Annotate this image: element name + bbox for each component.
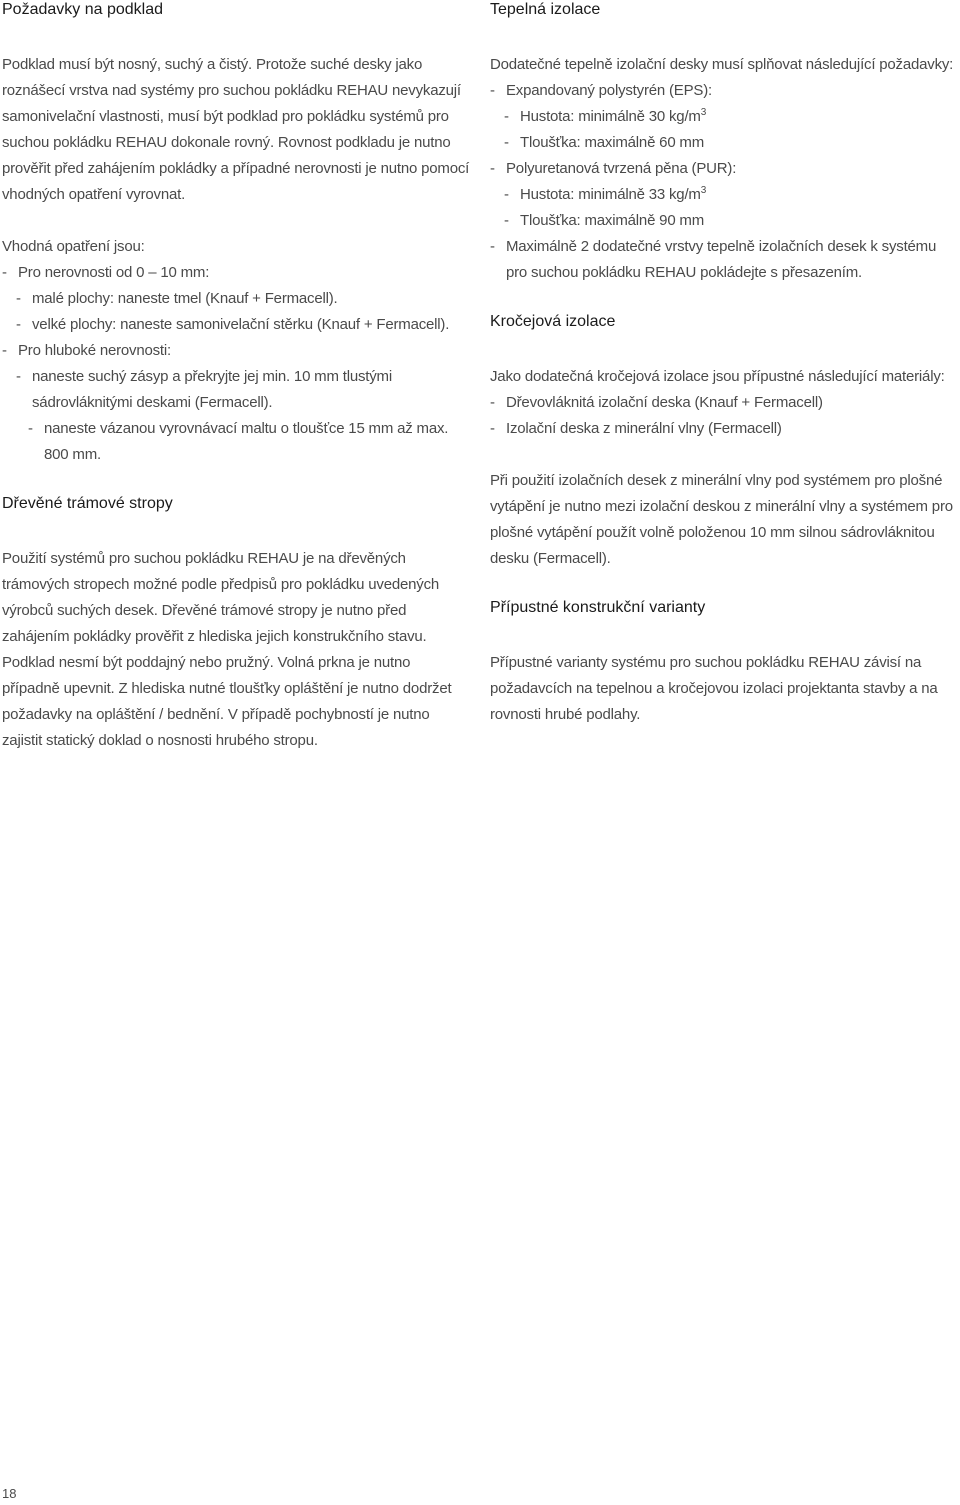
list-item xyxy=(2,364,470,416)
list-item xyxy=(490,130,958,156)
thermal-intro: Dodatečné tepelně izolační desky musí splňovat následující požadavky: xyxy=(490,56,954,73)
bullet-dash: - xyxy=(2,342,7,359)
bullet-dash: - xyxy=(28,420,33,437)
list-item-text: Hustota: minimálně 30 kg/m xyxy=(520,108,701,125)
list-item-text: Pro nerovnosti od 0 – 10 mm: xyxy=(18,264,210,281)
bullet-dash: - xyxy=(504,134,509,151)
list-item xyxy=(490,182,958,208)
list-item xyxy=(2,286,470,312)
list-item xyxy=(2,312,470,338)
list-item xyxy=(490,78,958,104)
heading-impact-sound-insulation: Kročejová izolace xyxy=(490,313,616,330)
list-item xyxy=(490,390,958,416)
superscript: 3 xyxy=(700,185,707,196)
acoustic-materials-list xyxy=(490,390,958,442)
list-item xyxy=(490,156,958,182)
bullet-dash: - xyxy=(504,108,509,125)
bullet-dash: - xyxy=(490,420,495,437)
heading-subfloor-requirements: Požadavky na podklad xyxy=(2,1,163,18)
bullet-dash: - xyxy=(490,82,495,99)
list-item-text: Hustota: minimálně 33 kg/m xyxy=(520,186,701,203)
heading-wooden-beam-ceilings: Dřevěné trámové stropy xyxy=(2,495,173,512)
list-item-text: naneste suchý zásyp a překryjte jej min. 10 mm tlustými sádrovláknitými deskami (Fermacell). xyxy=(32,368,392,411)
list-item-text: Pro hluboké nerovnosti: xyxy=(18,342,171,359)
list-item xyxy=(490,208,958,234)
thermal-requirements-list xyxy=(490,78,958,286)
paragraph-subfloor: Podklad musí být nosný, suchý a čistý. Protože suché desky jako roznášecí vrstva nad systémy pro suchou pokládku REHAU nevykazují samonivelační vlastnosti, musí být podklad pro pokládku systémů pro suchou pokládku REHAU dokonale rovný. Rovnost podkladu je nutno prověřit před zahájením pokládky a případné nerovnosti je nutno pomocí vhodných opatření vyrovnat. xyxy=(2,56,470,203)
heading-thermal-insulation: Tepelná izolace xyxy=(490,1,601,18)
superscript: 3 xyxy=(700,107,707,118)
paragraph-wooden-beam: Použití systémů pro suchou pokládku REHAU je na dřevěných trámových stropech možné podle předpisů pro pokládku uvedených výrobců suchých desek. Dřevěné trámové stropy je nutno před zahájením pokládky prověřit z hlediska jejich konstrukčního stavu. Podklad nesmí být poddajný nebo pružný. Volná prkna je nutno případně upevnit. Z hlediska nutné tloušťky opláštění je nutno dodržet požadavky na opláštění / bednění. V případě pochybností je nutno zajistit statický doklad o nosnosti hrubého stropu. xyxy=(2,550,452,749)
bullet-dash: - xyxy=(16,316,21,333)
list-item-text: Dřevovláknitá izolační deska (Knauf + Fermacell) xyxy=(506,394,823,411)
bullet-dash: - xyxy=(2,264,7,281)
list-item-text: Izolační deska z minerální vlny (Fermacell) xyxy=(506,420,782,437)
list-item-text: Expandovaný polystyrén (EPS): xyxy=(506,82,712,99)
acoustic-intro: Jako dodatečná kročejová izolace jsou přípustné následující materiály: xyxy=(490,368,945,385)
list-item xyxy=(2,338,470,364)
list-item xyxy=(490,104,958,130)
list-item xyxy=(2,260,470,286)
bullet-dash: - xyxy=(490,160,495,177)
bullet-dash: - xyxy=(16,368,21,385)
bullet-dash: - xyxy=(504,186,509,203)
paragraph-mineral-wool: Při použití izolačních desek z minerální vlny pod systémem pro plošné vytápění je nutno mezi izolační deskou z minerální vlny a systémem pro plošné vytápění použít volně položenou 10 mm silnou sádrovláknitou desku (Fermacell). xyxy=(490,472,953,567)
list-item xyxy=(490,416,958,442)
list-item-text: Tloušťka: maximálně 60 mm xyxy=(520,134,705,151)
measures-intro: Vhodná opatření jsou: xyxy=(2,238,145,255)
list-item xyxy=(490,234,958,286)
list-item-text: naneste vázanou vyrovnávací maltu o tloušťce 15 mm až max. 800 mm. xyxy=(44,420,449,463)
bullet-dash: - xyxy=(490,394,495,411)
right-column xyxy=(490,0,958,728)
heading-permitted-variants: Přípustné konstrukční varianty xyxy=(490,599,706,616)
list-item-text: Maximálně 2 dodatečné vrstvy tepelně izolačních desek k systému pro suchou pokládku REHAU pokládejte s přesazením. xyxy=(506,238,937,281)
bullet-dash: - xyxy=(504,212,509,229)
left-column xyxy=(2,0,470,754)
list-item-text: malé plochy: naneste tmel (Knauf + Fermacell). xyxy=(32,290,338,307)
measures-list xyxy=(2,260,470,468)
page-number: 18 xyxy=(2,1486,17,1501)
bullet-dash: - xyxy=(16,290,21,307)
list-item-text: velké plochy: naneste samonivelační stěrku (Knauf + Fermacell). xyxy=(32,316,450,333)
bullet-dash: - xyxy=(490,238,495,255)
list-item-text: Tloušťka: maximálně 90 mm xyxy=(520,212,705,229)
list-item xyxy=(2,416,470,468)
list-item-text: Polyuretanová tvrzená pěna (PUR): xyxy=(506,160,737,177)
paragraph-variants: Přípustné varianty systému pro suchou pokládku REHAU závisí na požadavcích na tepelnou a kročejovou izolaci projektanta stavby a na rovnosti hrubé podlahy. xyxy=(490,654,938,723)
